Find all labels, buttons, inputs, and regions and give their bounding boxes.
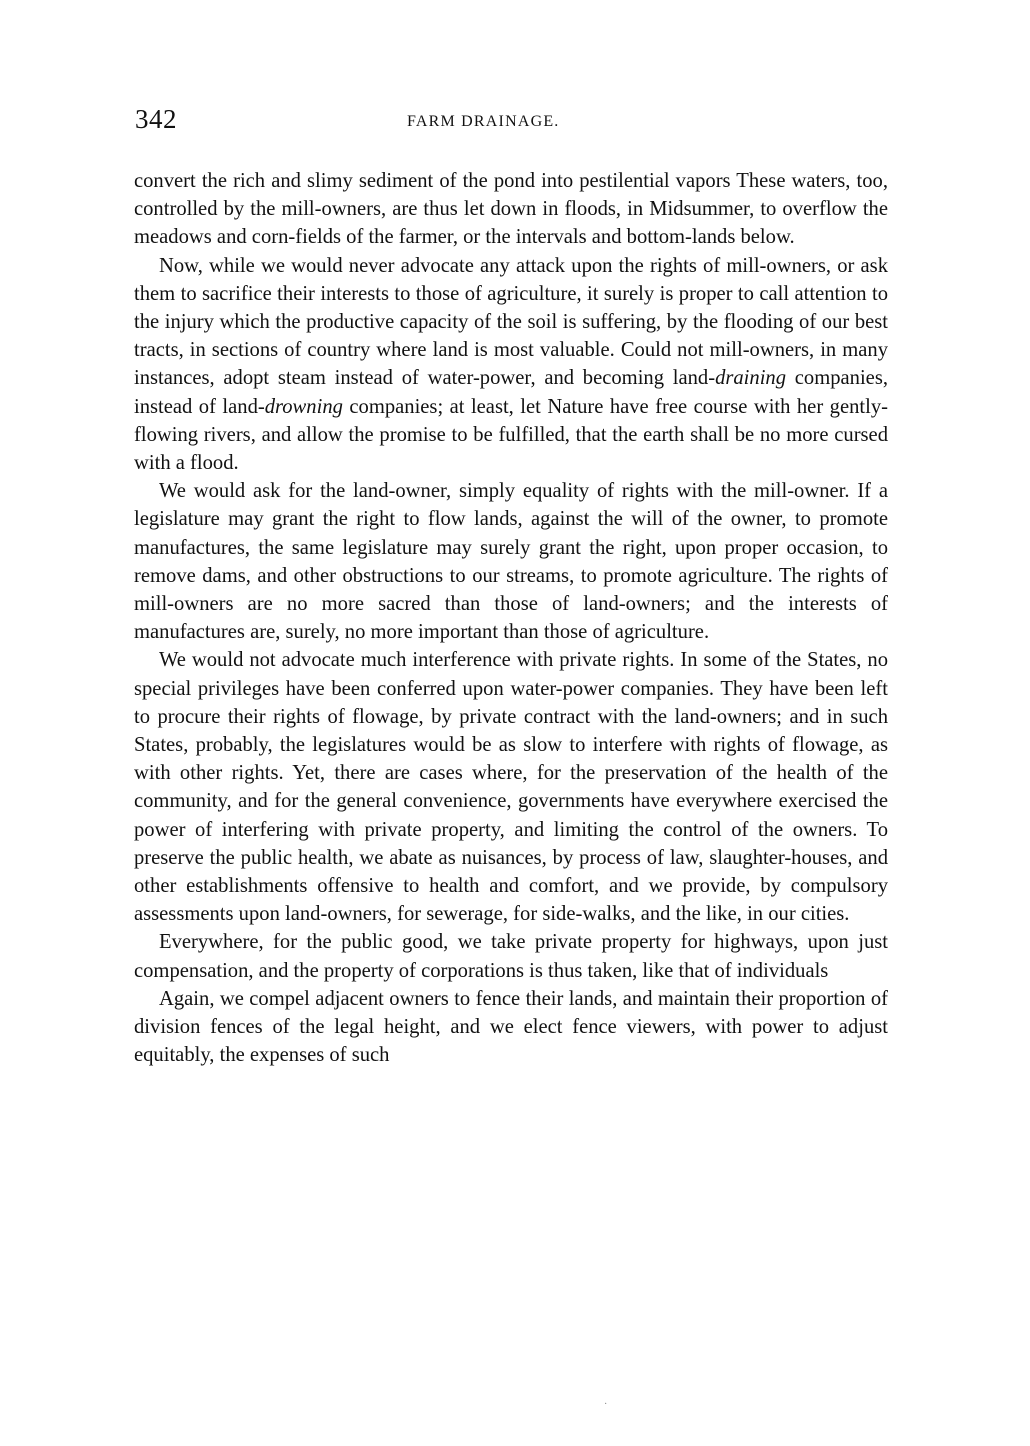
paragraph-5-text: Everywhere, for the public good, we take private property for highways, upon just compensation, and the property of corporations is thus taken, like that of individuals [134, 931, 888, 982]
italic-draining: draining [715, 367, 787, 390]
paragraph-2-text-b: companies, instead of land- [134, 367, 888, 418]
running-head [135, 104, 887, 138]
paragraph-5 [134, 928, 888, 984]
paragraph-4-text: We would not advocate much interference with private rights. In some of the States, no special privileges have been conferred upon water-power companies. They have been left to procure their rights of flowage, by private contract with the land-owners; and in such States, probably, the legislatures would be as slow to interfere with rights of flowage, as with other rights. Yet, there are cases where, for the preservation of the health of the community, and for the general convenience, governments have everywhere exercised the power of interfering with private property, and limiting the control of the owners. To preserve the public health, we abate as nuisances, by process of law, slaughter-houses, and other establishments offensive to health and comfort, and we provide, by compulsory assessments upon land-owners, for sewerage, for side-walks, and the like, in our cities. [134, 649, 888, 926]
paragraph-1-text: convert the rich and slimy sediment of the pond into pestilential vapors These waters, too, controlled by the mill-owners, are thus let down in floods, in Midsummer, to overflow the meadows and corn-fields of the farmer, or the intervals and bottom-lands below. [134, 170, 888, 249]
paragraph-3-text: We would ask for the land-owner, simply equality of rights with the mill-owner. If a legislature may grant the right to flow lands, against the will of the owner, to promote manufactures, the same legislature may surely grant the right, upon proper occasion, to remove dams, and other obstructions to our streams, to promote agriculture. The rights of mill-owners are no more sacred than those of land-owners; and the interests of manufactures are, surely, no more important than those of agriculture. [134, 480, 888, 644]
paragraph-2-text-a: Now, while we would never advocate any attack upon the rights of mill-owners, or ask them to sacrifice their interests to those of agriculture, it surely is proper to call attention to the injury which the productive capacity of the soil is suffering, by the flooding of our best tracts, in sections of country where land is most valuable. Could not mill-owners, in many instances, adopt steam instead of water-power, and becoming land- [134, 254, 888, 390]
paragraph-6 [134, 985, 888, 1070]
stray-ink-mark: · [604, 1399, 608, 1410]
page-number: 342 [135, 104, 177, 134]
italic-drowning: drowning [264, 395, 343, 418]
paragraph-4 [134, 646, 888, 928]
paragraph-3 [134, 477, 888, 646]
running-title: FARM DRAINAGE. [407, 113, 560, 130]
paragraph-2-text-c: companies; at least, let Nature have free course with her gently-flowing rivers, and allow the promise to be fulfilled, that the earth shall be no more cursed with a flood. [134, 395, 888, 475]
paragraph-2 [134, 252, 888, 478]
paragraph-6-text: Again, we compel adjacent owners to fence their lands, and maintain their proportion of division fences of the legal height, and we elect fence viewers, with power to adjust equitably, the expenses of such [134, 987, 888, 1067]
paragraph-1 [134, 167, 888, 252]
body-text [134, 167, 888, 1070]
